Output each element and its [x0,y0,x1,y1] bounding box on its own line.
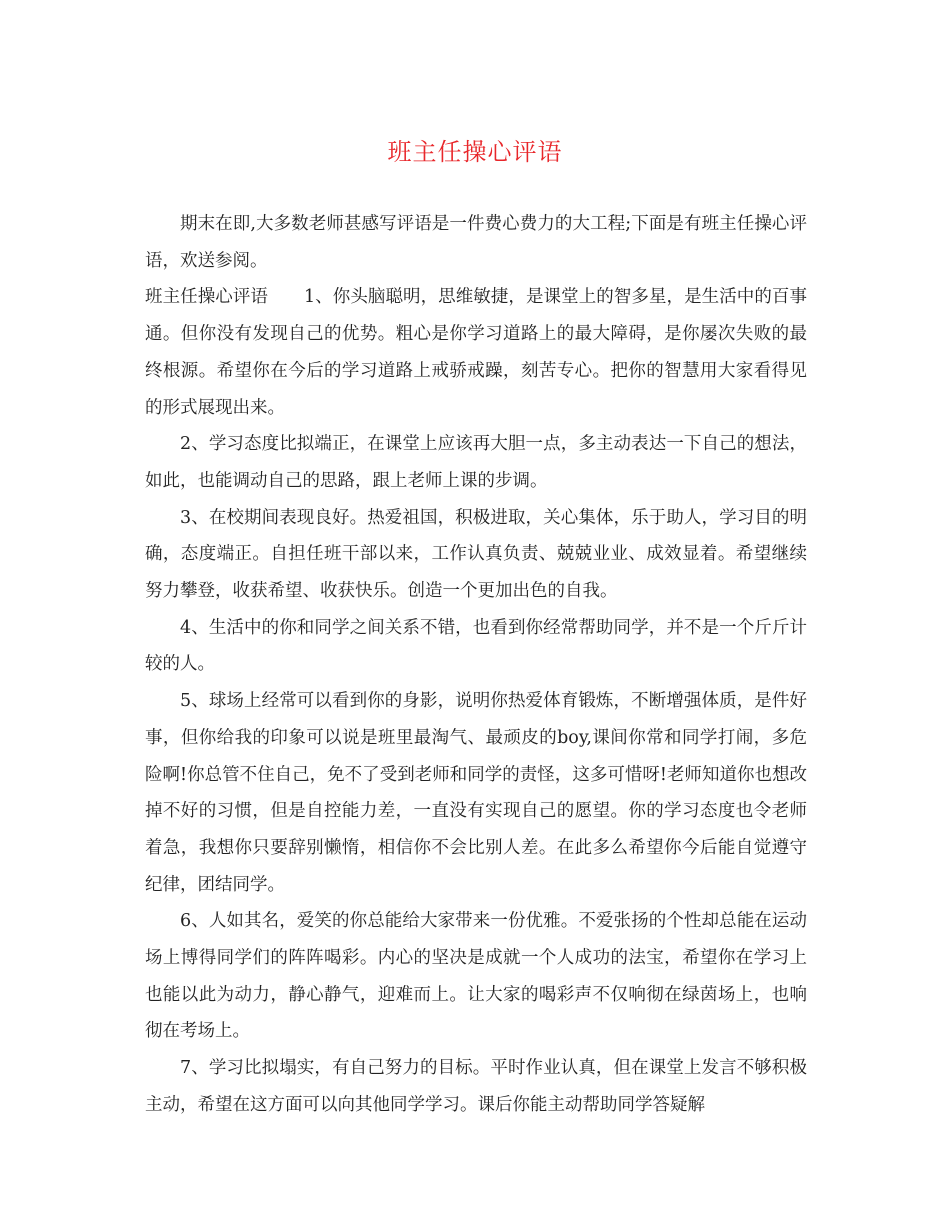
section-heading: 班主任操心评语 [145,287,268,308]
document-body [145,206,807,1124]
comment-paragraph-6: 6、人如其名，爱笑的你总能给大家带来一份优雅。不爱张扬的个性却总能在运动场上博得同学们的阵阵喝彩。内心的坚决是成就一个人成功的法宝，希望你在学习上也能以此为动力，静心静气，迎难而上。让大家的喝彩声不仅响彻在绿茵场上，也响彻在考场上。 [145,911,807,1042]
comment-paragraph-1 [145,279,807,426]
comment-paragraph-2: 2、学习态度比拟端正，在课堂上应该再大胆一点，多主动表达一下自己的想法，如此，也能调动自己的思路，跟上老师上课的步调。 [145,434,807,491]
comment-paragraph-4: 4、生活中的你和同学之间关系不错，也看到你经常帮助同学，并不是一个斤斤计较的人。 [145,617,807,675]
comment-paragraph-3: 3、在校期间表现良好。热爱祖国，积极进取，关心集体，乐于助人，学习目的明确，态度端正。自担任班干部以来，工作认真负责、兢兢业业、成效显着。希望继续努力攀登，收获希望、收获快乐。创造一个更加出色的自我。 [145,507,807,602]
intro-paragraph: 期末在即,大多数老师甚感写评语是一件费心费力的大工程;下面是有班主任操心评语，欢送参阅。 [145,214,807,271]
document-title: 班主任操心评语 [387,138,563,166]
comment-paragraph-7: 7、学习比拟塌实，有自己努力的目标。平时作业认真，但在课堂上发言不够积极主动，希望在这方面可以向其他同学学习。课后你能主动帮助同学答疑解 [145,1058,807,1115]
comment-paragraph-5: 5、球场上经常可以看到你的身影，说明你热爱体育锻炼，不断增强体质，是件好事，但你给我的印象可以说是班里最淘气、最顽皮的boy,课间你常和同学打闹，多危险啊!你总管不住自己，免不了受到老师和同学的责怪，这多可惜呀!老师知道你也想改掉不好的习惯，但是自控能力差，一直没有实现自己的愿望。你的学习态度也令老师着急，我想你只要辞别懒惰，相信你不会比别人差。在此多么希望你今后能自觉遵守纪律，团结同学。 [145,691,807,895]
comment-text-1: 1、你头脑聪明，思维敏捷，是课堂上的智多星，是生活中的百事通。但你没有发现自己的优势。粗心是你学习道路上的最大障碍，是你屡次失败的最终根源。希望你在今后的学习道路上戒骄戒躁，刻苦专心。把你的智慧用大家看得见的形式展现出来。 [145,287,808,418]
